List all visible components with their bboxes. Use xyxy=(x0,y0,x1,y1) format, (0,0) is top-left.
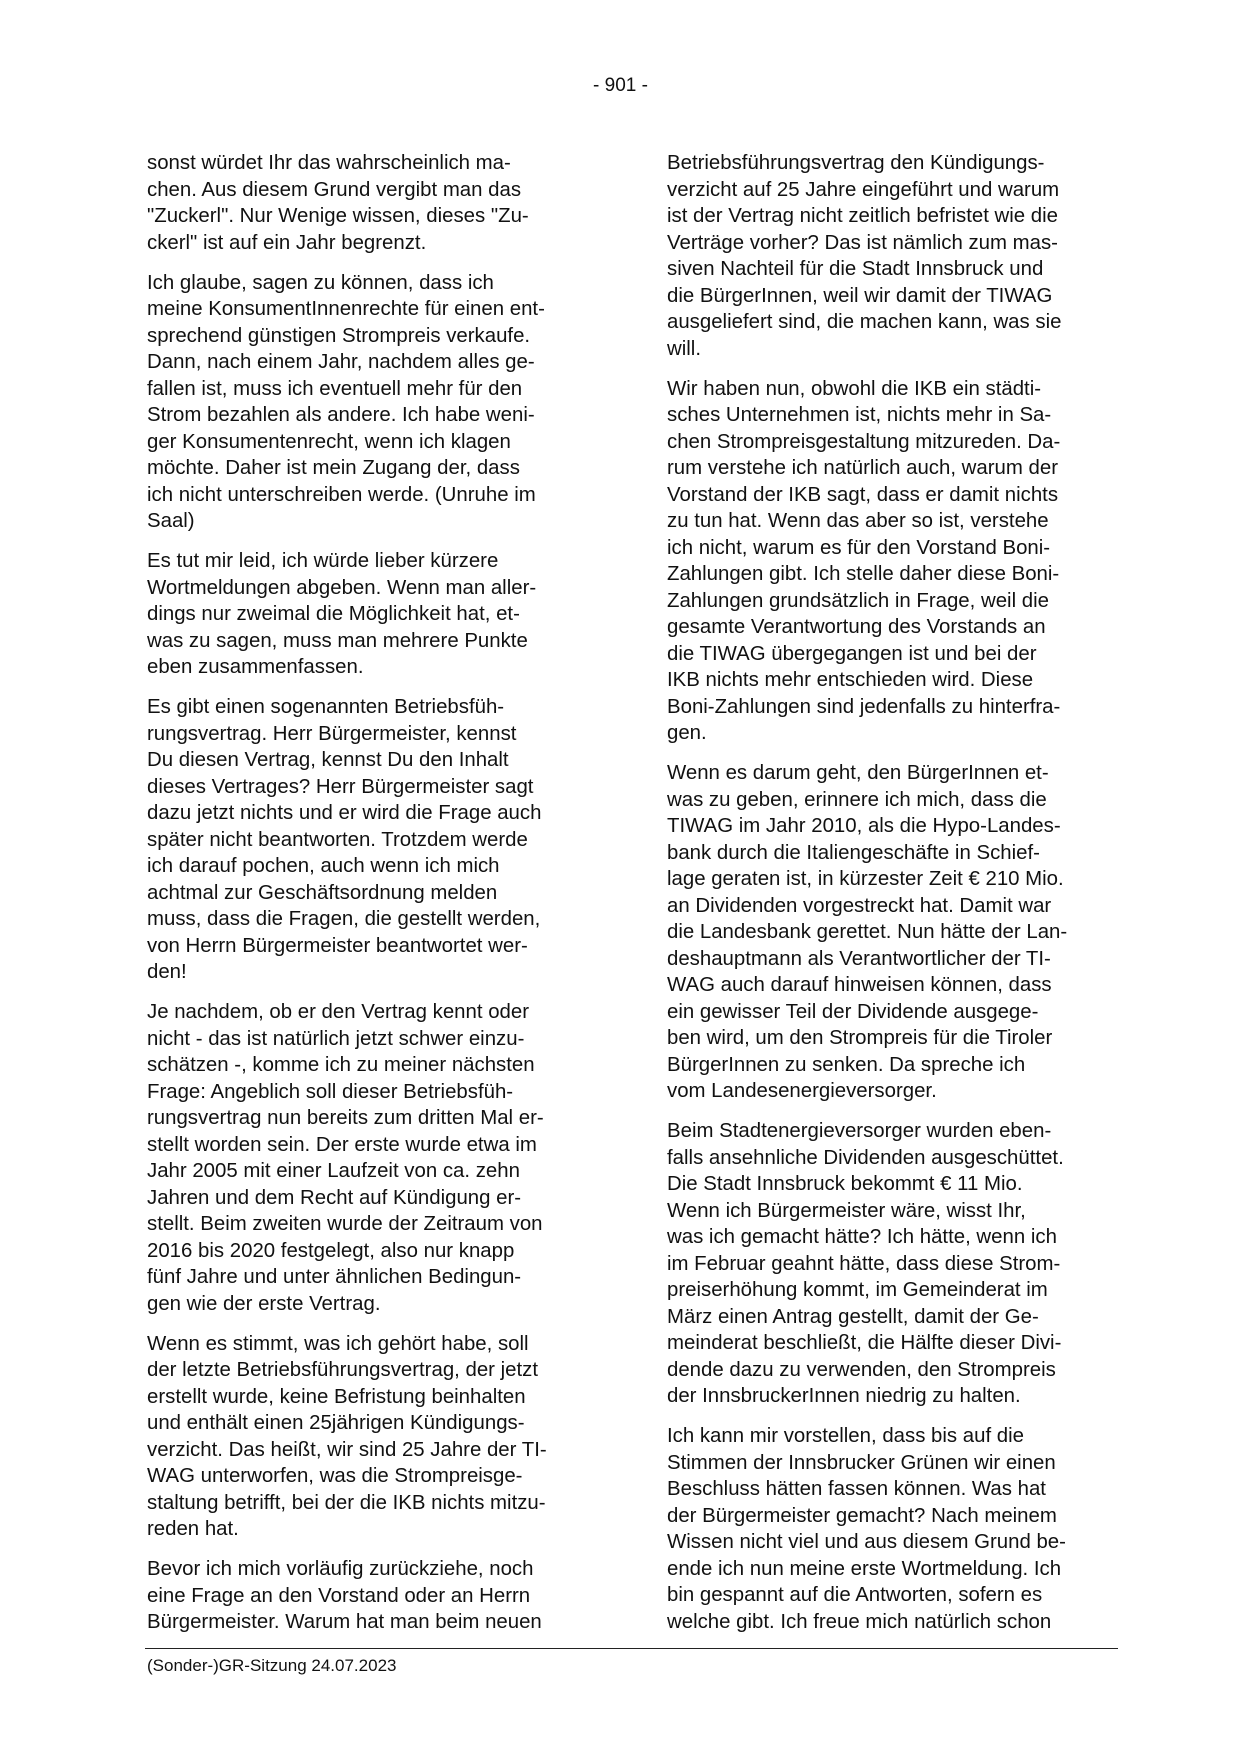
text-line: meine KonsumentInnenrechte für einen ent- xyxy=(147,298,545,320)
text-line: Zahlungen gibt. Ich stelle daher diese Boni- xyxy=(667,563,1060,585)
text-line: rungsvertrag nun bereits zum dritten Mal er- xyxy=(147,1107,544,1129)
text-line: erstellt wurde, keine Befristung beinhalten xyxy=(147,1385,526,1408)
text-line: gen wie der erste Vertrag. xyxy=(147,1292,381,1315)
text-line: bank durch die Italiengeschäfte in Schief- xyxy=(667,841,1040,864)
text-line: will. xyxy=(667,337,701,360)
paragraph xyxy=(667,760,1119,1105)
paragraph xyxy=(147,548,599,681)
text-line: rungsvertrag. Herr Bürgermeister, kennst xyxy=(147,722,517,745)
text-line: rum verstehe ich natürlich auch, warum der xyxy=(667,457,1058,479)
text-line: Bürgermeister. Warum hat man beim neuen xyxy=(147,1611,542,1633)
text-line: Wortmeldungen abgeben. Wenn man aller- xyxy=(147,576,537,599)
text-line: "Zuckerl". Nur Wenige wissen, dieses "Zu- xyxy=(147,205,529,227)
text-line: die BürgerInnen, weil wir damit der TIWAG xyxy=(667,284,1053,307)
text-line: Beim Stadtenergieversorger wurden eben- xyxy=(667,1120,1052,1142)
text-line: verzicht. Das heißt, wir sind 25 Jahre der TI- xyxy=(147,1438,547,1461)
text-line: den! xyxy=(147,961,187,983)
text-line: die TIWAG übergegangen ist und bei der xyxy=(667,642,1037,665)
footer-session-label: (Sonder-)GR-Sitzung 24.07.2023 xyxy=(147,1656,397,1675)
text-line: gesamte Verantwortung des Vorstands an xyxy=(667,616,1046,638)
text-line: reden hat. xyxy=(147,1518,239,1540)
paragraph xyxy=(147,999,599,1317)
text-line: BürgerInnen zu senken. Da spreche ich xyxy=(667,1053,1026,1076)
text-line: der InnsbruckerInnen niedrig zu halten. xyxy=(667,1385,1021,1407)
paragraph xyxy=(147,694,599,986)
text-line: lage geraten ist, in kürzester Zeit € 210 Mio. xyxy=(667,868,1064,890)
paragraph xyxy=(667,150,1119,362)
text-line: möchte. Daher ist mein Zugang der, dass xyxy=(147,457,520,479)
paragraph xyxy=(667,1423,1119,1635)
text-line: stellt. Beim zweiten wurde der Zeitraum von xyxy=(147,1213,543,1235)
paragraph xyxy=(147,1331,599,1543)
text-line: Boni-Zahlungen sind jedenfalls zu hinterfra- xyxy=(667,695,1061,718)
text-line: schätzen -, komme ich zu meiner nächsten xyxy=(147,1054,535,1076)
text-line: ein gewisser Teil der Dividende ausgege- xyxy=(667,1000,1039,1023)
text-line: verzicht auf 25 Jahre eingeführt und warum xyxy=(667,178,1060,201)
text-line: dende dazu zu verwenden, den Strompreis xyxy=(667,1358,1056,1381)
text-line: welche gibt. Ich freue mich natürlich schon xyxy=(667,1610,1052,1633)
text-line: Es gibt einen sogenannten Betriebsfüh- xyxy=(147,696,505,718)
text-line: ist der Vertrag nicht zeitlich befristet wie die xyxy=(667,205,1058,227)
text-line: bin gespannt auf die Antworten, sofern es xyxy=(667,1584,1043,1606)
text-line: Jahren und dem Recht auf Kündigung er- xyxy=(147,1186,522,1209)
text-line: später nicht beantworten. Trotzdem werde xyxy=(147,828,528,851)
text-line: ich nicht unterschreiben werde. (Unruhe im xyxy=(147,483,536,506)
text-line: Wir haben nun, obwohl die IKB ein städti- xyxy=(667,377,1042,400)
text-line: siven Nachteil für die Stadt Innsbruck und xyxy=(667,258,1044,280)
text-line: März einen Antrag gestellt, damit der Ge- xyxy=(667,1305,1039,1328)
text-line: was zu geben, erinnere ich mich, dass die xyxy=(667,788,1047,811)
text-line: deshauptmann als Verantwortlicher der TI- xyxy=(667,947,1051,970)
text-line: was zu sagen, muss man mehrere Punkte xyxy=(147,629,528,652)
text-line: ich darauf pochen, auch wenn ich mich xyxy=(147,855,500,877)
text-line: Stimmen der Innsbrucker Grünen wir einen xyxy=(667,1451,1056,1474)
text-line: Die Stadt Innsbruck bekommt € 11 Mio. xyxy=(667,1173,1023,1195)
text-line: ckerl" ist auf ein Jahr begrenzt. xyxy=(147,231,427,254)
text-line: Du diesen Vertrag, kennst Du den Inhalt xyxy=(147,749,509,771)
text-line: und enthält einen 25jährigen Kündigungs- xyxy=(147,1412,525,1434)
text-line: nicht - das ist natürlich jetzt schwer einzu- xyxy=(147,1027,525,1050)
page-number: - 901 - xyxy=(593,75,648,96)
text-line: staltung betrifft, bei der die IKB nichts mitzu- xyxy=(147,1491,546,1514)
text-line: meinderat beschließt, die Hälfte dieser Divi- xyxy=(667,1332,1062,1354)
text-line: ger Konsumentenrecht, wenn ich klagen xyxy=(147,430,511,453)
text-line: achtmal zur Geschäftsordnung melden xyxy=(147,881,498,904)
text-line: fallen ist, muss ich eventuell mehr für den xyxy=(147,377,523,400)
text-line: TIWAG im Jahr 2010, als die Hypo-Landes- xyxy=(667,815,1061,837)
text-line: Beschluss hätten fassen können. Was hat xyxy=(667,1478,1046,1500)
text-line: ausgeliefert sind, die machen kann, was sie xyxy=(667,311,1062,333)
text-line: Wenn es darum geht, den BürgerInnen et- xyxy=(667,762,1049,784)
text-line: Ich glaube, sagen zu können, dass ich xyxy=(147,271,494,294)
text-line: Wenn es stimmt, was ich gehört habe, soll xyxy=(147,1332,529,1355)
text-line: dazu jetzt nichts und er wird die Frage auch xyxy=(147,802,542,824)
text-line: Es tut mir leid, ich würde lieber kürzere xyxy=(147,550,499,572)
text-line: chen Strompreisgestaltung mitzureden. Da- xyxy=(667,430,1061,453)
paragraph xyxy=(147,150,599,256)
text-line: die Landesbank gerettet. Nun hätte der Lan- xyxy=(667,921,1068,943)
text-line: sches Unternehmen ist, nichts mehr in Sa- xyxy=(667,404,1052,426)
text-line: Dann, nach einem Jahr, nachdem alles ge- xyxy=(147,351,535,373)
text-line: Jahr 2005 mit einer Laufzeit von ca. zehn xyxy=(147,1160,520,1182)
text-line: zu tun hat. Wenn das aber so ist, verstehe xyxy=(667,510,1049,532)
text-line: dings nur zweimal die Möglichkeit hat, et- xyxy=(147,603,520,625)
paragraph xyxy=(667,1118,1119,1410)
text-line: Strom bezahlen als andere. Ich habe weni- xyxy=(147,404,535,426)
text-line: Wenn ich Bürgermeister wäre, wisst Ihr, xyxy=(667,1199,1026,1222)
text-line: was ich gemacht hätte? Ich hätte, wenn ich xyxy=(667,1226,1057,1248)
text-line: ben wird, um den Strompreis für die Tiroler xyxy=(667,1027,1053,1049)
text-line: eine Frage an den Vorstand oder an Herrn xyxy=(147,1584,531,1607)
text-line: gen. xyxy=(667,722,707,744)
text-line: WAG unterworfen, was die Strompreisge- xyxy=(147,1465,523,1487)
paragraph xyxy=(147,270,599,535)
text-line: von Herrn Bürgermeister beantwortet wer- xyxy=(147,934,528,957)
text-line: preiserhöhung kommt, im Gemeinderat im xyxy=(667,1279,1048,1301)
text-line: Betriebsführungsvertrag den Kündigungs- xyxy=(667,152,1045,174)
footer-divider xyxy=(145,1648,1118,1649)
paragraph xyxy=(667,376,1119,747)
text-line: ich nicht, warum es für den Vorstand Boni- xyxy=(667,536,1051,559)
text-line: ende ich nun meine erste Wortmeldung. Ich xyxy=(667,1557,1062,1580)
text-line: Frage: Angeblich soll dieser Betriebsfüh- xyxy=(147,1080,514,1103)
text-line: Zahlungen grundsätzlich in Frage, weil die xyxy=(667,589,1049,612)
text-line: eben zusammenfassen. xyxy=(147,656,364,678)
text-line: WAG auch darauf hinweisen können, dass xyxy=(667,974,1052,996)
text-line: der letzte Betriebsführungsvertrag, der jetzt xyxy=(147,1359,539,1381)
text-line: chen. Aus diesem Grund vergibt man das xyxy=(147,178,522,201)
text-line: im Februar geahnt hätte, dass diese Strom- xyxy=(667,1252,1061,1275)
text-line: sonst würdet Ihr das wahrscheinlich ma- xyxy=(147,152,511,174)
text-line: vom Landesenergieversorger. xyxy=(667,1080,937,1102)
text-line: falls ansehnliche Dividenden ausgeschüttet. xyxy=(667,1146,1064,1169)
right-column xyxy=(667,150,1119,1649)
text-line: 2016 bis 2020 festgelegt, also nur knapp xyxy=(147,1239,515,1262)
text-line: fünf Jahre und unter ähnlichen Bedingun- xyxy=(147,1266,522,1288)
text-line: Je nachdem, ob er den Vertrag kennt oder xyxy=(147,1001,530,1023)
text-line: stellt worden sein. Der erste wurde etwa im xyxy=(147,1133,537,1156)
text-line: an Dividenden vorgestreckt hat. Damit war xyxy=(667,894,1052,917)
text-line: Verträge vorher? Das ist nämlich zum mas- xyxy=(667,231,1058,254)
text-line: IKB nichts mehr entschieden wird. Diese xyxy=(667,669,1034,691)
text-line: Ich kann mir vorstellen, dass bis auf die xyxy=(667,1425,1025,1447)
paragraph xyxy=(147,1556,599,1636)
text-line: Wissen nicht viel und aus diesem Grund be- xyxy=(667,1531,1066,1553)
text-line: der Bürgermeister gemacht? Nach meinem xyxy=(667,1504,1057,1527)
text-line: dieses Vertrages? Herr Bürgermeister sagt xyxy=(147,775,534,798)
left-column xyxy=(147,150,599,1649)
text-line: sprechend günstigen Strompreis verkaufe. xyxy=(147,324,531,347)
text-line: Vorstand der IKB sagt, dass er damit nichts xyxy=(667,483,1059,506)
text-line: Saal) xyxy=(147,510,195,532)
text-line: Bevor ich mich vorläufig zurückziehe, noch xyxy=(147,1558,534,1580)
text-line: muss, dass die Fragen, die gestellt werden, xyxy=(147,908,541,930)
